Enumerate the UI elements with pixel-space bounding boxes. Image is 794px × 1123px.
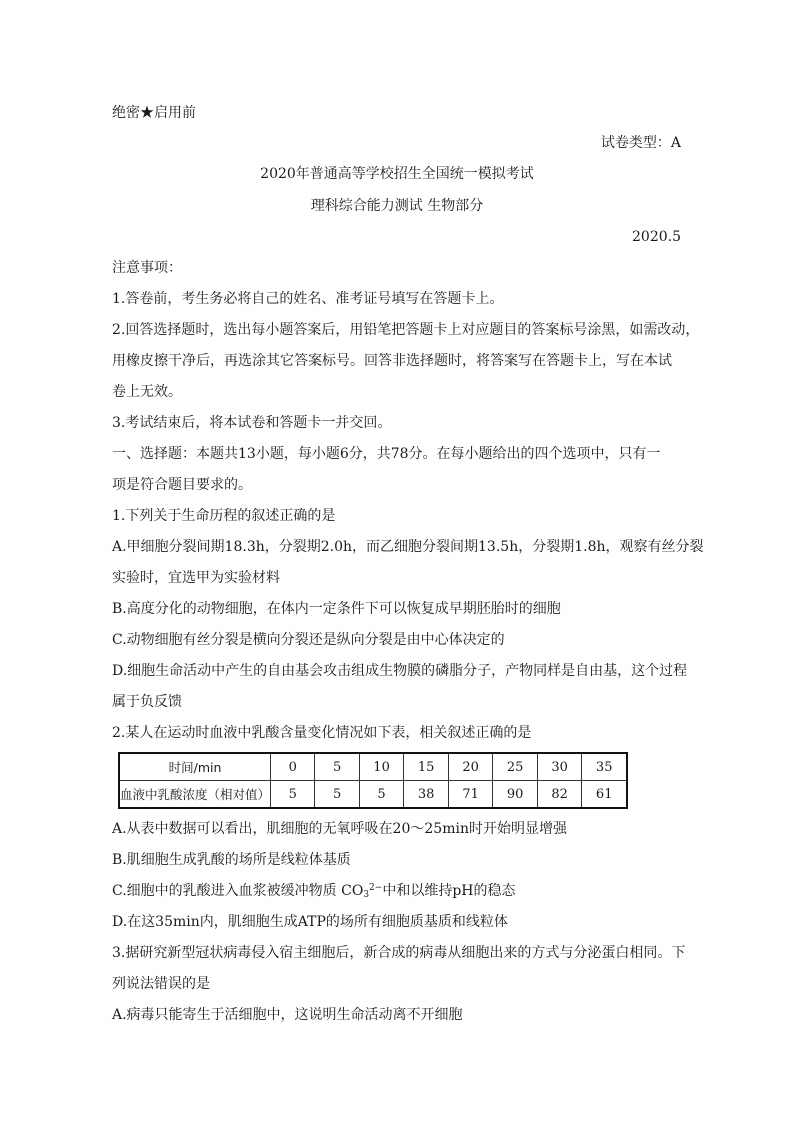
paper-type: 试卷类型：A (600, 135, 681, 151)
q1-option-a-line-2: 实验时，宜选甲为实验材料 (112, 570, 280, 586)
note-1: 1.答卷前，考生务必将自己的姓名、准考证号填写在答题卡上。 (112, 291, 504, 307)
table-cell-time: 30 (537, 753, 582, 781)
table-cell-lactate: 5 (359, 781, 404, 809)
table-cell-time: 35 (582, 753, 627, 781)
q2-option-c-superscript: 2− (369, 883, 383, 893)
note-2-line-3: 卷上无效。 (112, 384, 182, 400)
q2-option-b: B.肌细胞生成乳酸的场所是线粒体基质 (112, 852, 351, 868)
exam-subtitle: 理科综合能力测试 生物部分 (310, 198, 484, 214)
secret-label: 绝密★启用前 (112, 105, 196, 121)
q1-option-c: C.动物细胞有丝分裂是横向分裂还是纵向分裂是由中心体决定的 (112, 632, 505, 648)
q2-option-a: A.从表中数据可以看出，肌细胞的无氧呼吸在20～25min时开始明显增强 (112, 821, 567, 837)
note-2-line-1: 2.回答选择题时，选出每小题答案后，用铅笔把答题卡上对应题目的答案标号涂黑，如需改动， (112, 322, 700, 338)
section-intro-line-1: 一、选择题：本题共13小题，每小题6分，共78分。在每小题给出的四个选项中，只有一 (112, 446, 661, 462)
q1-option-d-line-1: D.细胞生命活动中产生的自由基会攻击组成生物膜的磷脂分子，产物同样是自由基，这个过程 (112, 663, 688, 679)
q2-option-c-subscript: 3 (363, 890, 370, 900)
q3-option-a: A.病毒只能寄生于活细胞中，这说明生命活动离不开细胞 (112, 1007, 463, 1023)
table-header-time: 时间/min (119, 753, 271, 781)
q1-stem: 1.下列关于生命历程的叙述正确的是 (112, 508, 336, 524)
table-cell-time: 20 (448, 753, 493, 781)
table-cell-time: 10 (359, 753, 404, 781)
table-row (119, 781, 627, 809)
table-cell-lactate: 5 (271, 781, 315, 809)
exam-title: 2020年普通高等学校招生全国统一模拟考试 (260, 166, 534, 182)
table-row (119, 753, 627, 781)
q1-option-d-line-2: 属于负反馈 (112, 694, 182, 710)
table-header-lactate: 血液中乳酸浓度（相对值） (119, 781, 271, 809)
q3-stem-line-2: 列说法错误的是 (112, 976, 210, 992)
note-3: 3.考试结束后，将本试卷和答题卡一并交回。 (112, 415, 392, 431)
table-cell-time: 15 (404, 753, 449, 781)
q2-option-c (112, 881, 516, 901)
q1-option-a-line-1: A.甲细胞分裂间期18.3h，分裂期2.0h，而乙细胞分裂间期13.5h，分裂期1.8h，观察有丝分裂 (112, 539, 704, 555)
q1-option-b: B.高度分化的动物细胞，在体内一定条件下可以恢复成早期胚胎时的细胞 (112, 601, 561, 617)
q2-stem: 2.某人在运动时血液中乳酸含量变化情况如下表，相关叙述正确的是 (112, 725, 532, 741)
table-cell-lactate: 90 (493, 781, 538, 809)
table-cell-time: 0 (271, 753, 315, 781)
exam-date: 2020.5 (632, 229, 681, 245)
q2-option-d: D.在这35min内，肌细胞生成ATP的场所有细胞质基质和线粒体 (112, 914, 508, 930)
table-cell-lactate: 5 (315, 781, 359, 809)
q2-option-c-text: C.细胞中的乳酸进入血浆被缓冲物质 CO (112, 883, 364, 899)
table-cell-lactate: 71 (448, 781, 493, 809)
section-intro-line-2: 项是符合题目要求的。 (112, 477, 252, 493)
note-2-line-2: 用橡皮擦干净后，再选涂其它答案标号。回答非选择题时，将答案写在答题卡上，写在本试 (112, 353, 672, 369)
table-cell-time: 5 (315, 753, 359, 781)
table-cell-lactate: 61 (582, 781, 627, 809)
table-cell-lactate: 82 (537, 781, 582, 809)
notes-heading: 注意事项： (112, 260, 182, 276)
q3-stem-line-1: 3.据研究新型冠状病毒侵入宿主细胞后，新合成的病毒从细胞出来的方式与分泌蛋白相同。下 (112, 945, 686, 961)
lactate-table (118, 752, 628, 809)
table-cell-lactate: 38 (404, 781, 449, 809)
q2-option-c-text-end: 中和以维持pH的稳态 (382, 883, 516, 899)
table-cell-time: 25 (493, 753, 538, 781)
